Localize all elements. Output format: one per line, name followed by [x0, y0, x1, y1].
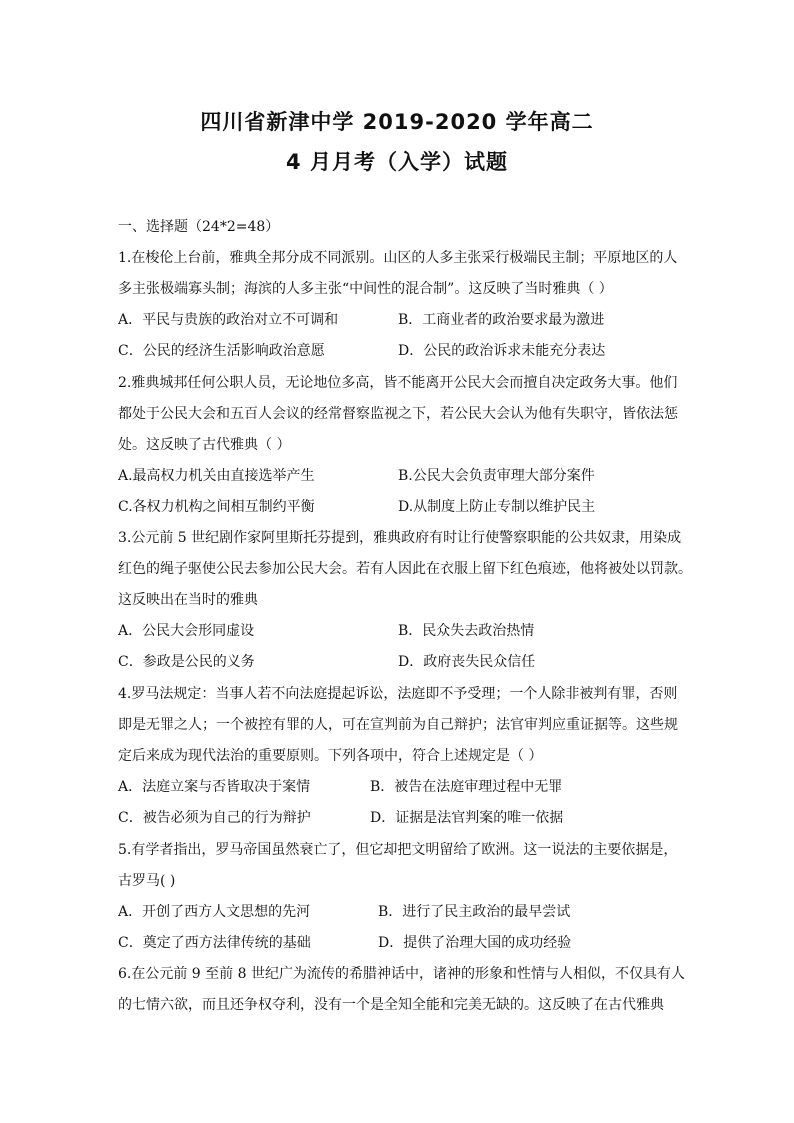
- q1-option-d: D．公民的政治诉求未能充分表达: [398, 343, 606, 359]
- q3-stem-line: 3.公元前 5 世纪剧作家阿里斯托芬提到，雅典政府有时让行使警察职能的公共奴隶，用染成: [118, 530, 682, 546]
- q4-option-a: A．法庭立案与否皆取决于案情: [118, 779, 311, 795]
- q2-option-b: B.公民大会负责审理大部分案件: [398, 468, 595, 484]
- q4-stem-line: 4.罗马法规定：当事人若不向法庭提起诉讼，法庭即不予受理；一个人除非被判有罪，否则: [118, 686, 678, 702]
- q2-stem-line: 处。这反映了古代雅典（ ）: [118, 437, 291, 453]
- exam-title-line1: 四川省新津中学 2019-2020 学年高二: [200, 110, 594, 134]
- q4-option-d: D．证据是法官判案的唯一依据: [370, 810, 564, 826]
- q2-option-c: C.各权力机构之间相互制约平衡: [118, 499, 315, 515]
- q2-option-d: D.从制度上防止专制以维护民主: [398, 499, 596, 515]
- q4-option-b: B．被告在法庭审理过程中无罪: [370, 779, 563, 795]
- q2-stem-line: 都处于公民大会和五百人会议的经常督察监视之下，若公民大会认为他有失职守，皆依法惩: [118, 406, 678, 422]
- q1-option-a: A．平民与贵族的政治对立不可调和: [118, 312, 339, 328]
- q3-stem-line: 这反映出在当时的雅典: [118, 592, 258, 608]
- q1-stem-line: 1.在梭伦上台前，雅典全邦分成不同派别。山区的人多主张采行极端民主制；平原地区的人: [118, 250, 678, 266]
- q4-stem-line: 即是无罪之人；一个被控有罪的人，可在宣判前为自己辩护；法官审判应重证据等。这些规: [118, 717, 678, 733]
- q4-option-c: C．被告必须为自己的行为辩护: [118, 810, 311, 826]
- q3-option-b: B．民众失去政治热情: [398, 623, 535, 639]
- q5-option-d: D．提供了治理大国的成功经验: [378, 935, 572, 951]
- q5-option-c: C．奠定了西方法律传统的基础: [118, 935, 311, 951]
- q4-stem-line: 定后来成为现代法治的重要原则。下列各项中，符合上述规定是（ ）: [118, 748, 543, 764]
- q1-stem-line: 多主张极端寡头制；海滨的人多主张“中间性的混合制”。这反映了当时雅典（ ）: [118, 281, 613, 297]
- q2-option-a: A.最高权力机关由直接选举产生: [118, 468, 315, 484]
- q3-stem-line: 红色的绳子驱使公民去参加公民大会。若有人因此在衣服上留下红色痕迹，他将被处以罚款。: [118, 561, 692, 577]
- q5-option-b: B．进行了民主政治的最早尝试: [378, 904, 571, 920]
- q6-stem-line: 6.在公元前 9 至前 8 世纪广为流传的希腊神话中，诸神的形象和性情与人相似，不仅具有人: [118, 966, 685, 982]
- q3-option-a: A．公民大会形同虚设: [118, 623, 255, 639]
- section-heading: 一、选择题（24*2=48）: [118, 219, 280, 235]
- exam-title-line2: 4 月月考（入学）试题: [286, 150, 508, 174]
- q2-stem-line: 2.雅典城邦任何公职人员，无论地位多高，皆不能离开公民大会而擅自决定政务大事。他们: [118, 375, 678, 391]
- q6-stem-line: 的七情六欲，而且还争权夺利，没有一个是全知全能和完美无缺的。这反映了在古代雅典: [118, 997, 664, 1013]
- q1-option-b: B．工商业者的政治要求最为激进: [398, 312, 605, 328]
- q1-option-c: C．公民的经济生活影响政治意愿: [118, 343, 325, 359]
- q3-option-c: C．参政是公民的义务: [118, 654, 255, 670]
- q5-option-a: A．开创了西方人文思想的先河: [118, 904, 311, 920]
- q3-option-d: D．政府丧失民众信任: [398, 654, 536, 670]
- q5-stem-line: 古罗马( ): [118, 873, 176, 889]
- q5-stem-line: 5.有学者指出，罗马帝国虽然衰亡了，但它却把文明留给了欧洲。这一说法的主要依据是，: [118, 842, 678, 858]
